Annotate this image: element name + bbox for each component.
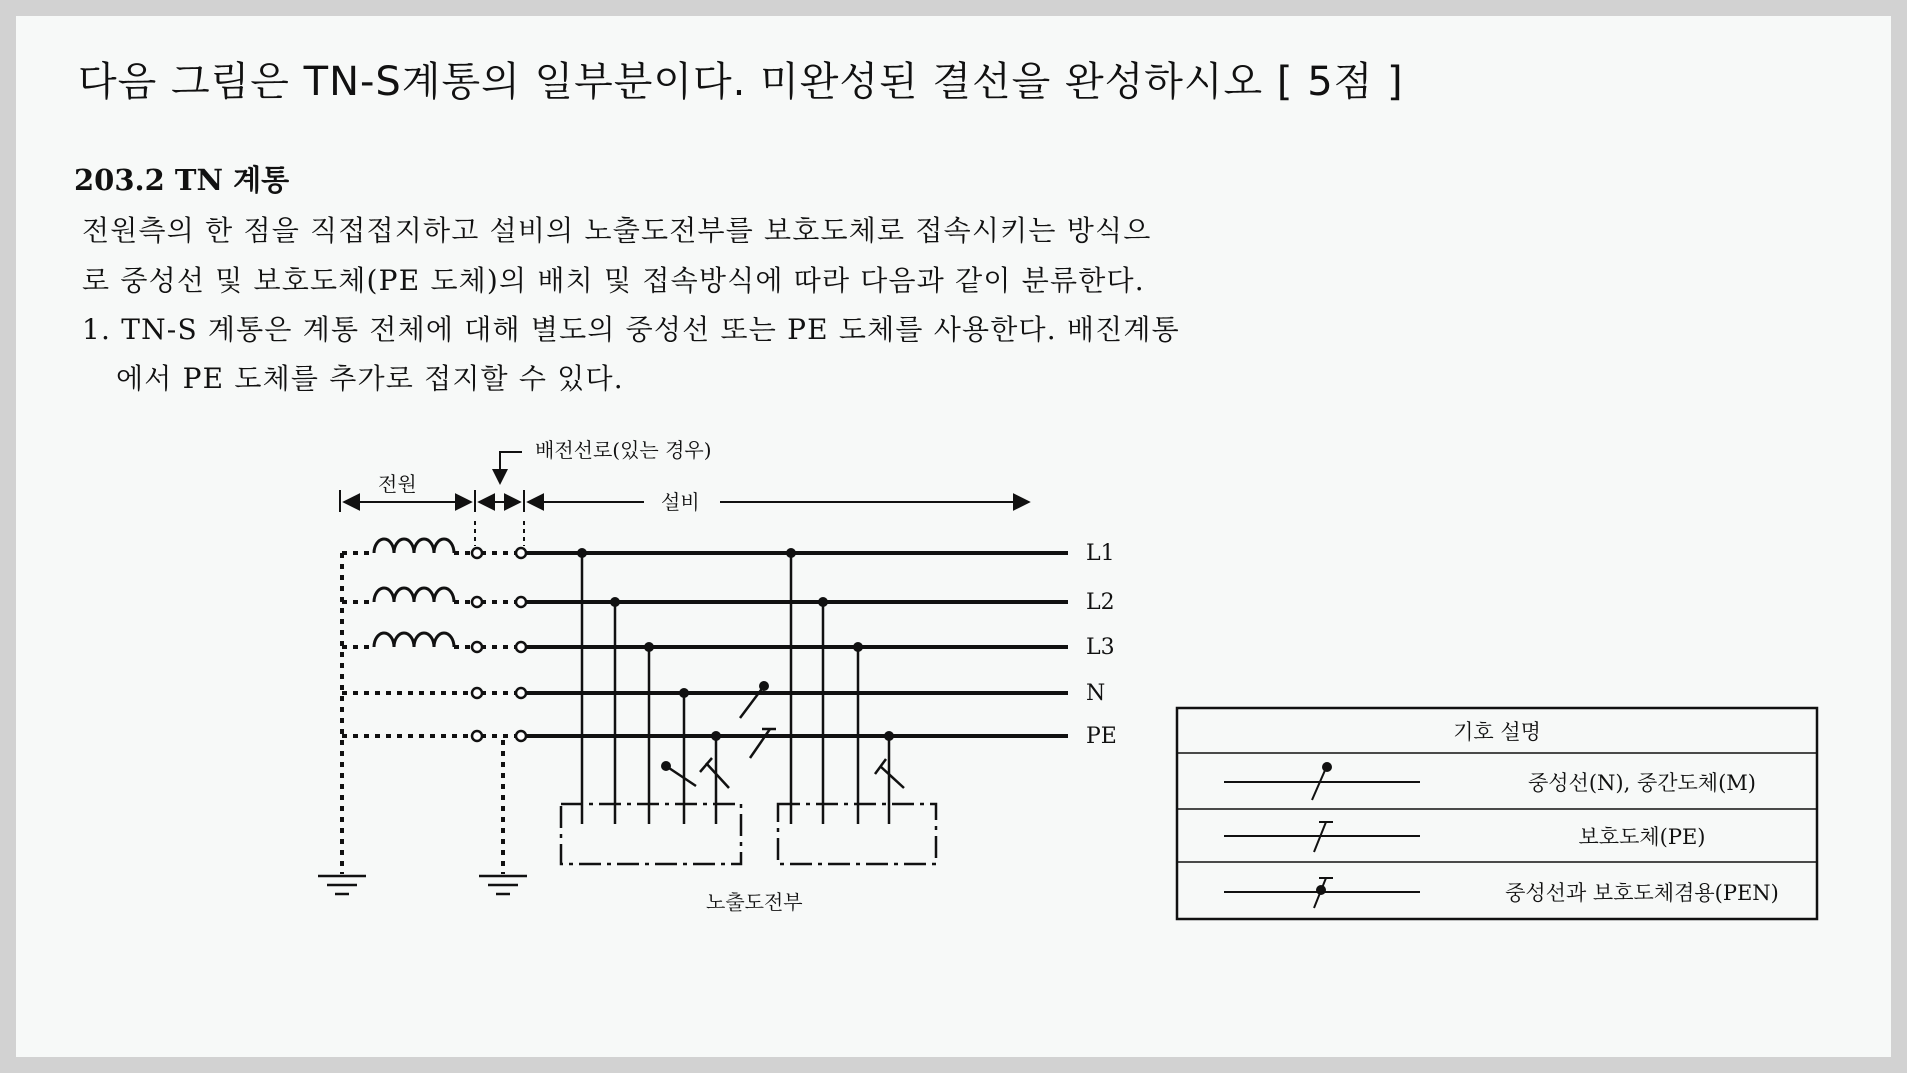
conductor-lines xyxy=(526,553,1068,736)
equipment-drops xyxy=(582,553,889,824)
section-heading: 203.2 TN 계통 xyxy=(74,163,290,197)
pe-symbol-pe-line xyxy=(750,729,776,758)
conductor-labels xyxy=(1086,541,1117,749)
legend-header: 기호 설명 xyxy=(1453,720,1541,744)
tn-s-diagram xyxy=(16,16,1891,1057)
legend-row-pe: 보호도체(PE) xyxy=(1578,825,1706,849)
paragraph-line-1: 전원측의 한 점을 직접접지하고 설비의 노출도전부를 보호도체로 접속시키는 방식으 xyxy=(82,214,1152,247)
label-l1: L1 xyxy=(1086,541,1115,566)
paragraph-line-3: 1. TN-S 계통은 계통 전체에 대해 별도의 중성선 또는 PE 도체를 사용한다. 배진계통 xyxy=(82,313,1180,346)
paragraph-line-4: 에서 PE 도체를 추가로 접지할 수 있다. xyxy=(116,362,624,395)
dashed-ticks xyxy=(475,521,524,546)
installation-label: 설비 xyxy=(661,490,700,514)
label-l3: L3 xyxy=(1086,635,1115,660)
distribution-label: 배전선로(있는 경우) xyxy=(535,438,712,462)
label-n: N xyxy=(1086,681,1106,706)
ground-symbol-left xyxy=(318,876,366,894)
source-windings xyxy=(374,539,454,647)
label-l2: L2 xyxy=(1086,590,1115,615)
legend-neutral-symbol xyxy=(1224,762,1420,800)
paragraph-line-2: 로 중성선 및 보호도체(PE 도체)의 배치 및 접속방식에 따라 다음과 같이 분류한다. xyxy=(82,264,1145,297)
source-label: 전원 xyxy=(378,472,417,496)
ground-symbol-right xyxy=(479,876,527,894)
legend-row-pen: 중성선과 보호도체겸용(PEN) xyxy=(1505,881,1779,905)
exposed-part-label: 노출도전부 xyxy=(706,890,803,914)
exposed-part-boxes xyxy=(561,804,936,864)
pe-symbol-left-unit xyxy=(700,758,729,788)
legend-row-neutral: 중성선(N), 중간도체(M) xyxy=(1527,771,1757,795)
slide xyxy=(16,16,1891,1057)
source-dotted-links xyxy=(342,553,517,874)
neutral-symbol-n-line xyxy=(740,681,769,718)
terminal-circles xyxy=(472,548,526,741)
question-title: 다음 그림은 TN-S계통의 일부분이다. 미완성된 결선을 완성하시오 [ 5점 ] xyxy=(78,59,1404,105)
legend-pe-symbol xyxy=(1224,822,1420,852)
legend-pen-symbol xyxy=(1224,878,1420,908)
legend-table xyxy=(1177,708,1817,919)
distribution-callout xyxy=(492,438,712,485)
label-pe: PE xyxy=(1086,724,1117,749)
junction-dots xyxy=(577,548,894,741)
neutral-symbol-left-unit xyxy=(661,761,696,786)
